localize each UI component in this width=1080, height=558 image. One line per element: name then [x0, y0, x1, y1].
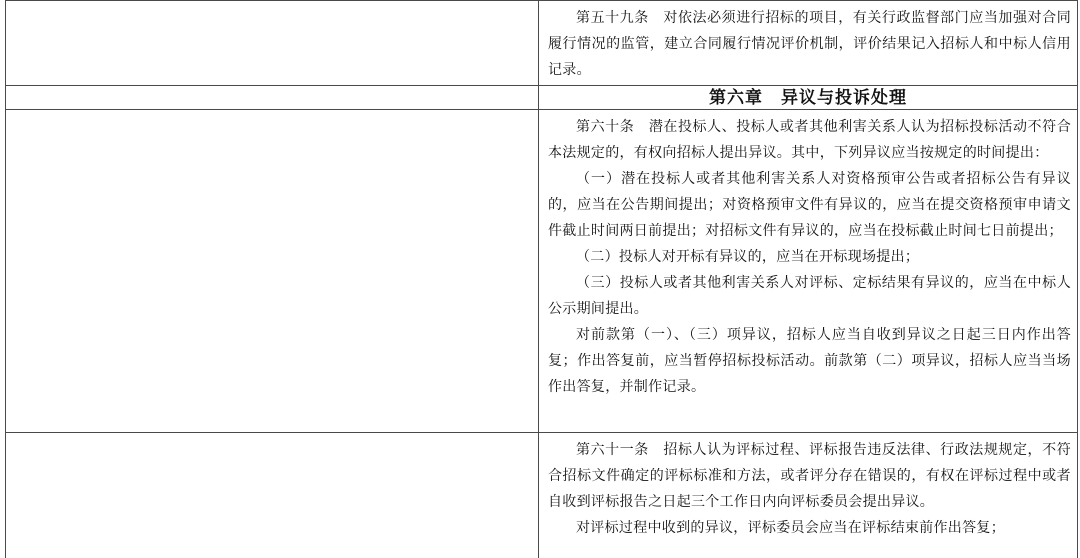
table-row: [6, 433, 1078, 558]
left-cell-empty: [6, 433, 539, 558]
article-60-item-2: （二）投标人对开标有异议的，应当在开标现场提出；: [576, 249, 920, 265]
comparison-table: [5, 0, 1078, 558]
article-60-reply-paragraph: 对前款第（一）、（三）项异议，招标人应当自收到异议之日起三日内作出答复；作出答复前，应当暂停招标投标活动。前款第（二）项异议，招标人应当当场作出答复，并制作记录。: [548, 327, 1071, 395]
table-row: [6, 1, 1078, 86]
right-cell: [539, 110, 1078, 433]
article-60-paragraph: 第六十条 潜在投标人、投标人或者其他利害关系人认为招标投标活动不符合本法规定的，有权向招标人提出异议。其中，下列异议应当按规定的时间提出：: [548, 119, 1071, 161]
chapter-title: 第六章 异议与投诉处理: [709, 87, 907, 108]
article-61-paragraph: 第六十一条 招标人认为评标过程、评标报告违反法律、行政法规规定，不符合招标文件确定的评标标准和方法，或者评分存在错误的，有权在评标过程中或者自收到评标报告之日起三个工作日内向评标委员会提出异议。: [548, 442, 1071, 510]
chapter-heading-cell: [539, 86, 1078, 110]
article-61-reply-paragraph: 对评标过程中收到的异议，评标委员会应当在评标结束前作出答复；: [576, 520, 1005, 536]
right-cell: [539, 1, 1078, 86]
right-cell: [539, 433, 1078, 558]
table-row: [6, 110, 1078, 433]
article-60-item-3: （三）投标人或者其他利害关系人对评标、定标结果有异议的，应当在中标人公示期间提出。: [548, 275, 1071, 317]
left-cell-empty: [6, 86, 539, 110]
article-59-paragraph: 第五十九条 对依法必须进行招标的项目，有关行政监督部门应当加强对合同履行情况的监管，建立合同履行情况评价机制，评价结果记入招标人和中标人信用记录。: [548, 10, 1071, 78]
table-row: [6, 86, 1078, 110]
article-60-item-1: （一）潜在投标人或者其他利害关系人对资格预审公告或者招标公告有异议的，应当在公告期间提出；对资格预审文件有异议的，应当在提交资格预审申请文件截止时间两日前提出；对招标文件有异议的，应当在投标截止时间七日前提出；: [548, 171, 1071, 239]
left-cell-empty: [6, 110, 539, 433]
left-cell-empty: [6, 1, 539, 86]
